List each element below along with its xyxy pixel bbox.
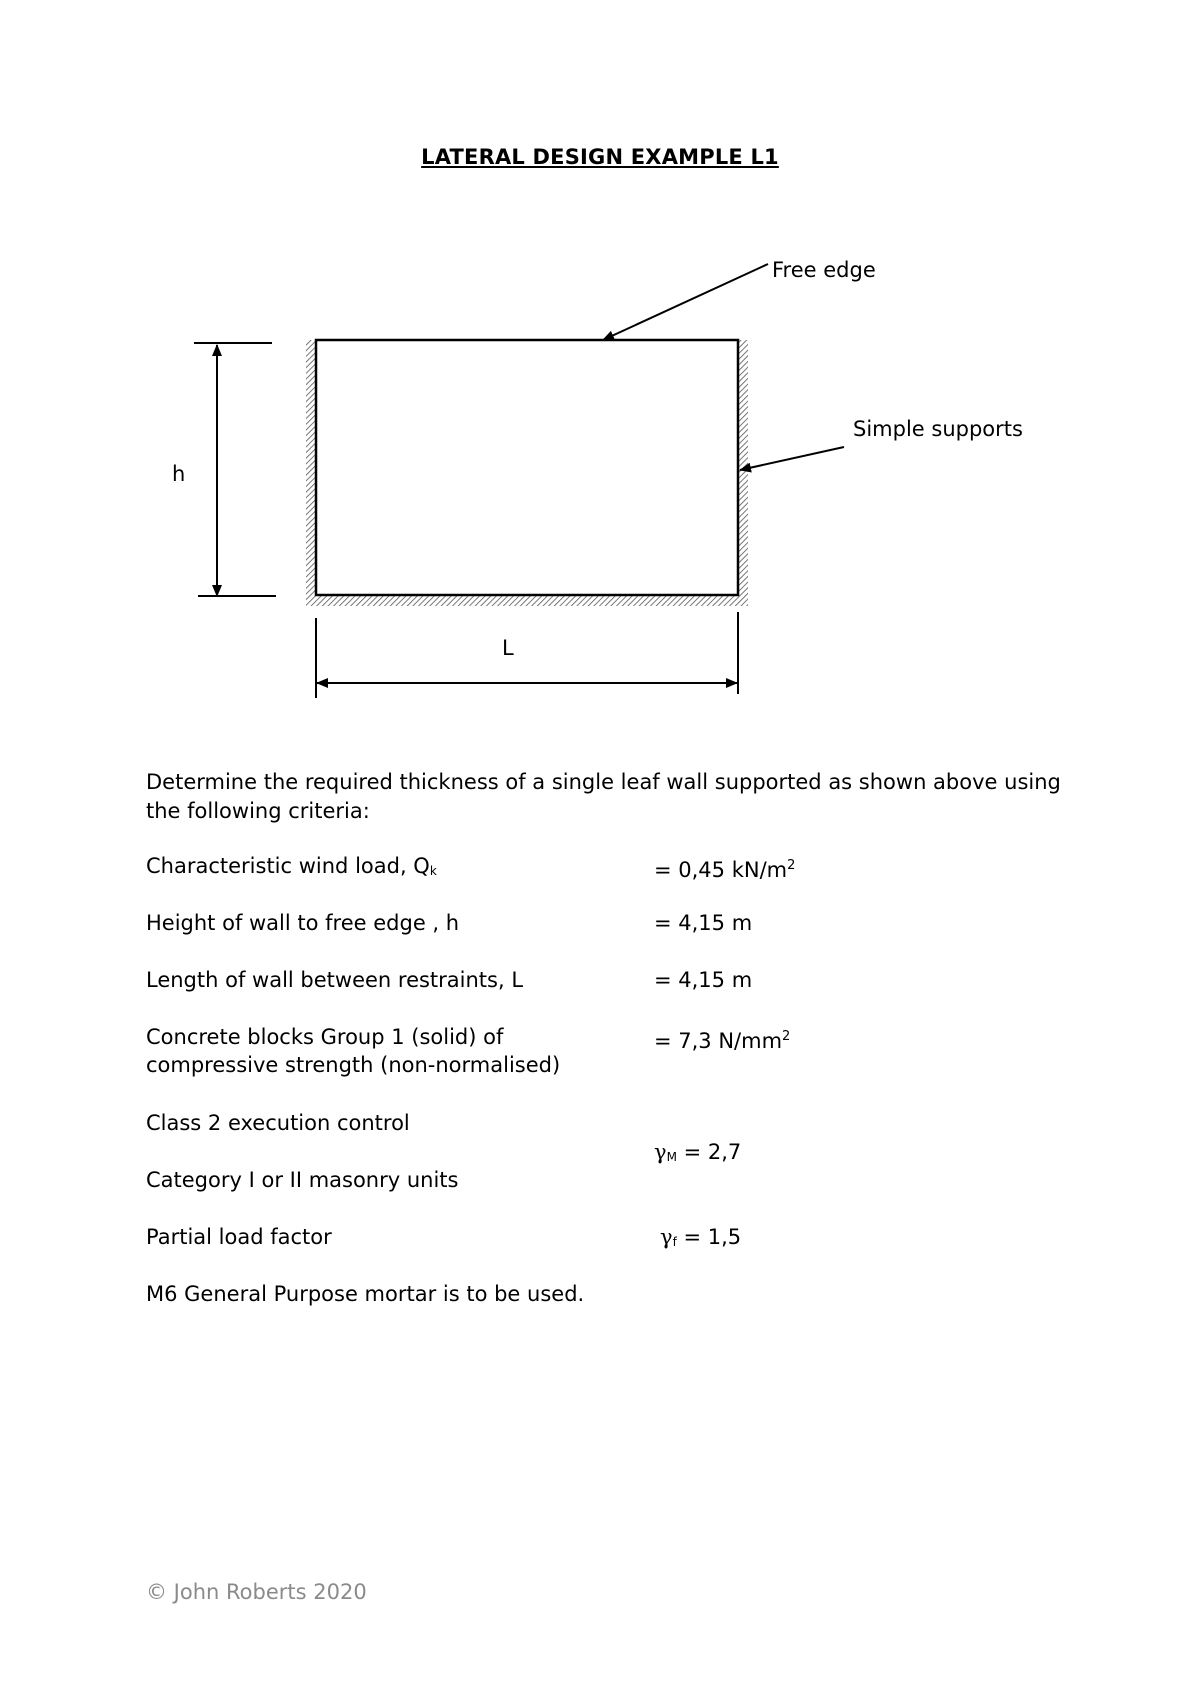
simple-supports-leader-arrow (740, 447, 844, 470)
free-edge-label: Free edge (772, 258, 876, 282)
simple-supports-label: Simple supports (853, 417, 1023, 441)
criteria-label-concrete-blocks: Concrete blocks Group 1 (solid) of compressive strength (non-normalised) (146, 1025, 561, 1077)
height-label: h (172, 462, 186, 486)
mortar-note: M6 General Purpose mortar is to be used. (146, 1282, 585, 1306)
criteria-label-masonry-units: Category I or II masonry units (146, 1168, 459, 1192)
wall-panel (316, 340, 738, 595)
criteria-value-wind-load: = 0,45 $kN/m^2$ (654, 858, 796, 882)
criteria-value-concrete-blocks: = 7,3 $N/mm^2$ (654, 1029, 791, 1053)
wall-support-diagram (0, 0, 1200, 720)
gamma-f-value: $\gamma_f = 1,5$ (660, 1225, 742, 1249)
length-label: L (502, 636, 514, 660)
page-title: LATERAL DESIGN EXAMPLE L1 (421, 145, 779, 169)
left-support-hatch (306, 340, 316, 600)
free-edge-leader-arrow (603, 264, 768, 340)
criteria-label-execution-control: Class 2 execution control (146, 1111, 410, 1135)
criteria-value-length: = 4,15 m (654, 968, 753, 992)
criteria-label-wind-load: Characteristic wind load, $Q_k$ (146, 854, 437, 878)
criteria-value-height: = 4,15 m (654, 911, 753, 935)
copyright-footer: © John Roberts 2020 (146, 1580, 367, 1604)
bottom-support-hatch (306, 595, 748, 606)
gamma-m-value: $\gamma_M = 2,7$ (654, 1140, 742, 1164)
intro-paragraph: Determine the required thickness of a single leaf wall supported as shown above using the following criteria: (146, 770, 1061, 823)
criteria-label-height: Height of wall to free edge , h (146, 911, 460, 935)
criteria-label-length: Length of wall between restraints, L (146, 968, 524, 992)
criteria-label-partial-load-factor: Partial load factor (146, 1225, 332, 1249)
